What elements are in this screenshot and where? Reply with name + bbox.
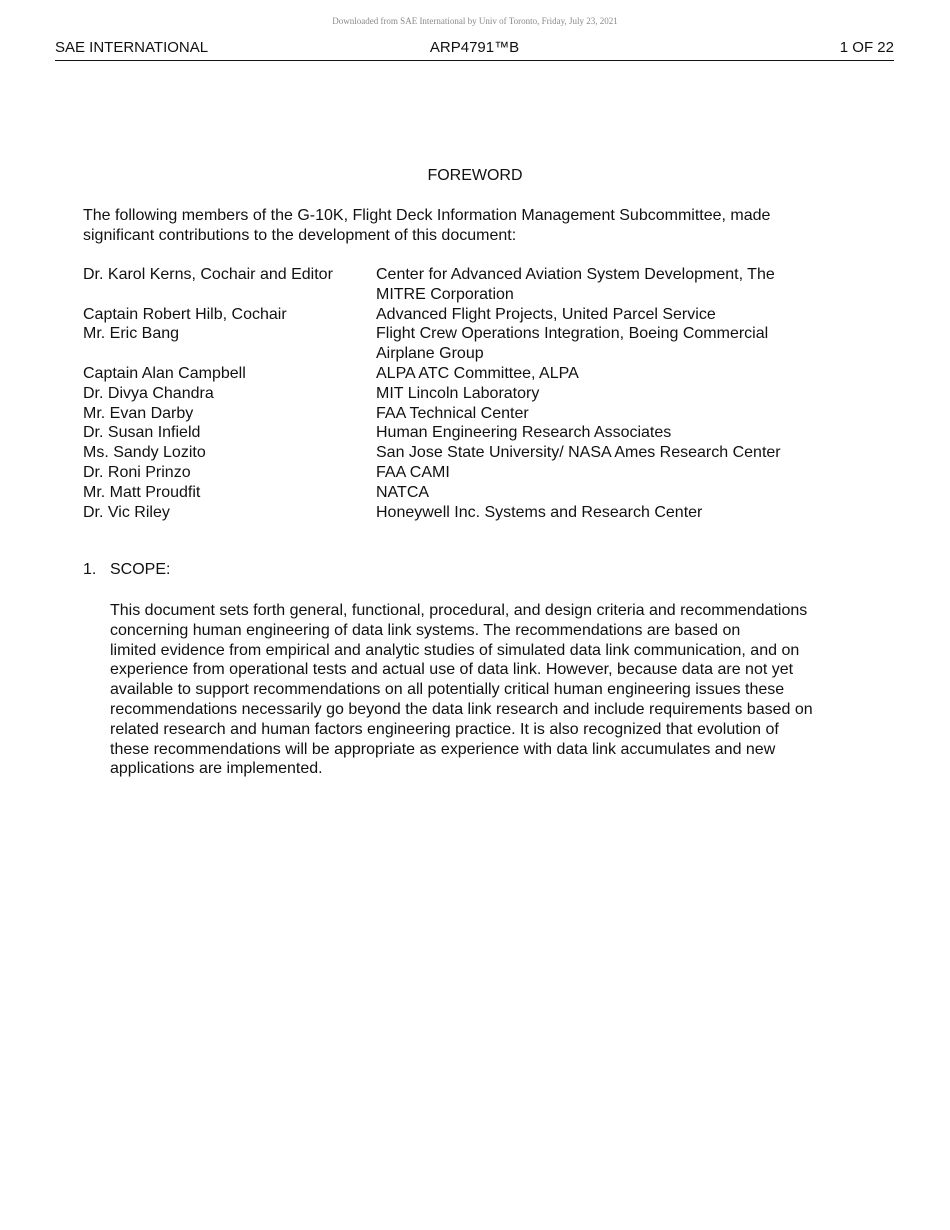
member-row [83,265,883,305]
member-name: Dr. Vic Riley [83,503,170,521]
org-line: MIT Lincoln Laboratory [376,384,540,402]
member-name: Dr. Roni Prinzo [83,463,191,481]
member-organization [376,483,816,503]
foreword-title: FOREWORD [427,167,523,184]
section-number: 1. [83,561,97,578]
org-line: Center for Advanced Aviation System Development, The [376,266,775,283]
member-organization [376,384,816,404]
section-title: SCOPE: [110,561,171,578]
paragraph-line: experience from operational tests and actual use of data link. However, because data are not yet [110,661,794,679]
running-header [55,38,894,61]
org-line: NATCA [376,483,430,501]
paragraph-line: applications are implemented. [110,760,323,778]
org-line: Advanced Flight Projects, United Parcel Service [376,305,716,323]
intro-line: significant contributions to the development of this document: [83,227,517,244]
org-line: San Jose State University/ NASA Ames Research Center [376,444,781,462]
intro-line: The following members of the G-10K, Flight Deck Information Management Subcommittee, made [83,207,771,224]
page-number: 1 OF 22 [839,39,894,56]
document-number: ARP4791™B [429,39,520,56]
org-line: MITRE Corporation [376,285,514,303]
member-row [83,443,883,463]
paragraph-line: related research and human factors engineering practice. It is also recognized that evolution of [110,720,779,738]
org-line: Airplane Group [376,345,484,363]
member-organization [376,463,816,483]
member-row [83,404,883,424]
paragraph-line: these recommendations will be appropriate as experience with data link accumulates and new [110,740,776,758]
member-organization [376,503,816,523]
member-row [83,463,883,483]
member-organization [376,305,816,325]
member-row [83,305,883,325]
paragraph-line: This document sets forth general, functional, procedural, and design criteria and recommendations [110,602,808,619]
paragraph-line: concerning human engineering of data link systems. The recommendations are based on [110,621,741,639]
member-organization [376,404,816,424]
member-name: Captain Alan Campbell [83,364,246,382]
download-watermark-note: Downloaded from SAE International by Univ of Toronto, Friday, July 23, 2021 [332,16,618,26]
org-line: FAA Technical Center [376,404,529,422]
member-organization [376,364,816,384]
member-row [83,364,883,384]
org-line: Human Engineering Research Associates [376,424,672,442]
member-row [83,503,883,523]
scope-paragraph [110,601,870,779]
member-name: Mr. Matt Proudfit [83,483,201,501]
member-name: Mr. Eric Bang [83,325,180,343]
member-name: Dr. Karol Kerns, Cochair and Editor [83,266,333,283]
org-line: Honeywell Inc. Systems and Research Center [376,503,703,521]
member-name: Ms. Sandy Lozito [83,444,206,462]
member-organization [376,265,816,305]
publisher-name: SAE INTERNATIONAL [55,39,209,56]
org-line: FAA CAMI [376,463,450,481]
member-row [83,423,883,443]
foreword-intro [83,206,873,246]
member-row [83,324,883,364]
member-organization [376,423,816,443]
member-organization [376,443,816,463]
member-list [83,265,883,522]
section-heading-scope [83,561,170,579]
member-row [83,483,883,503]
member-name: Captain Robert Hilb, Cochair [83,305,287,323]
member-name: Mr. Evan Darby [83,404,194,422]
member-row [83,384,883,404]
org-line: Flight Crew Operations Integration, Boeing Commercial [376,325,769,343]
paragraph-line: limited evidence from empirical and analytic studies of simulated data link communication, and on [110,641,800,659]
org-line: ALPA ATC Committee, ALPA [376,364,579,382]
member-name: Dr. Divya Chandra [83,384,214,402]
paragraph-line: recommendations necessarily go beyond the data link research and include requirements based on [110,700,813,718]
paragraph-line: available to support recommendations on all potentially critical human engineering issues these [110,681,785,699]
member-organization [376,324,816,364]
member-name: Dr. Susan Infield [83,424,201,442]
